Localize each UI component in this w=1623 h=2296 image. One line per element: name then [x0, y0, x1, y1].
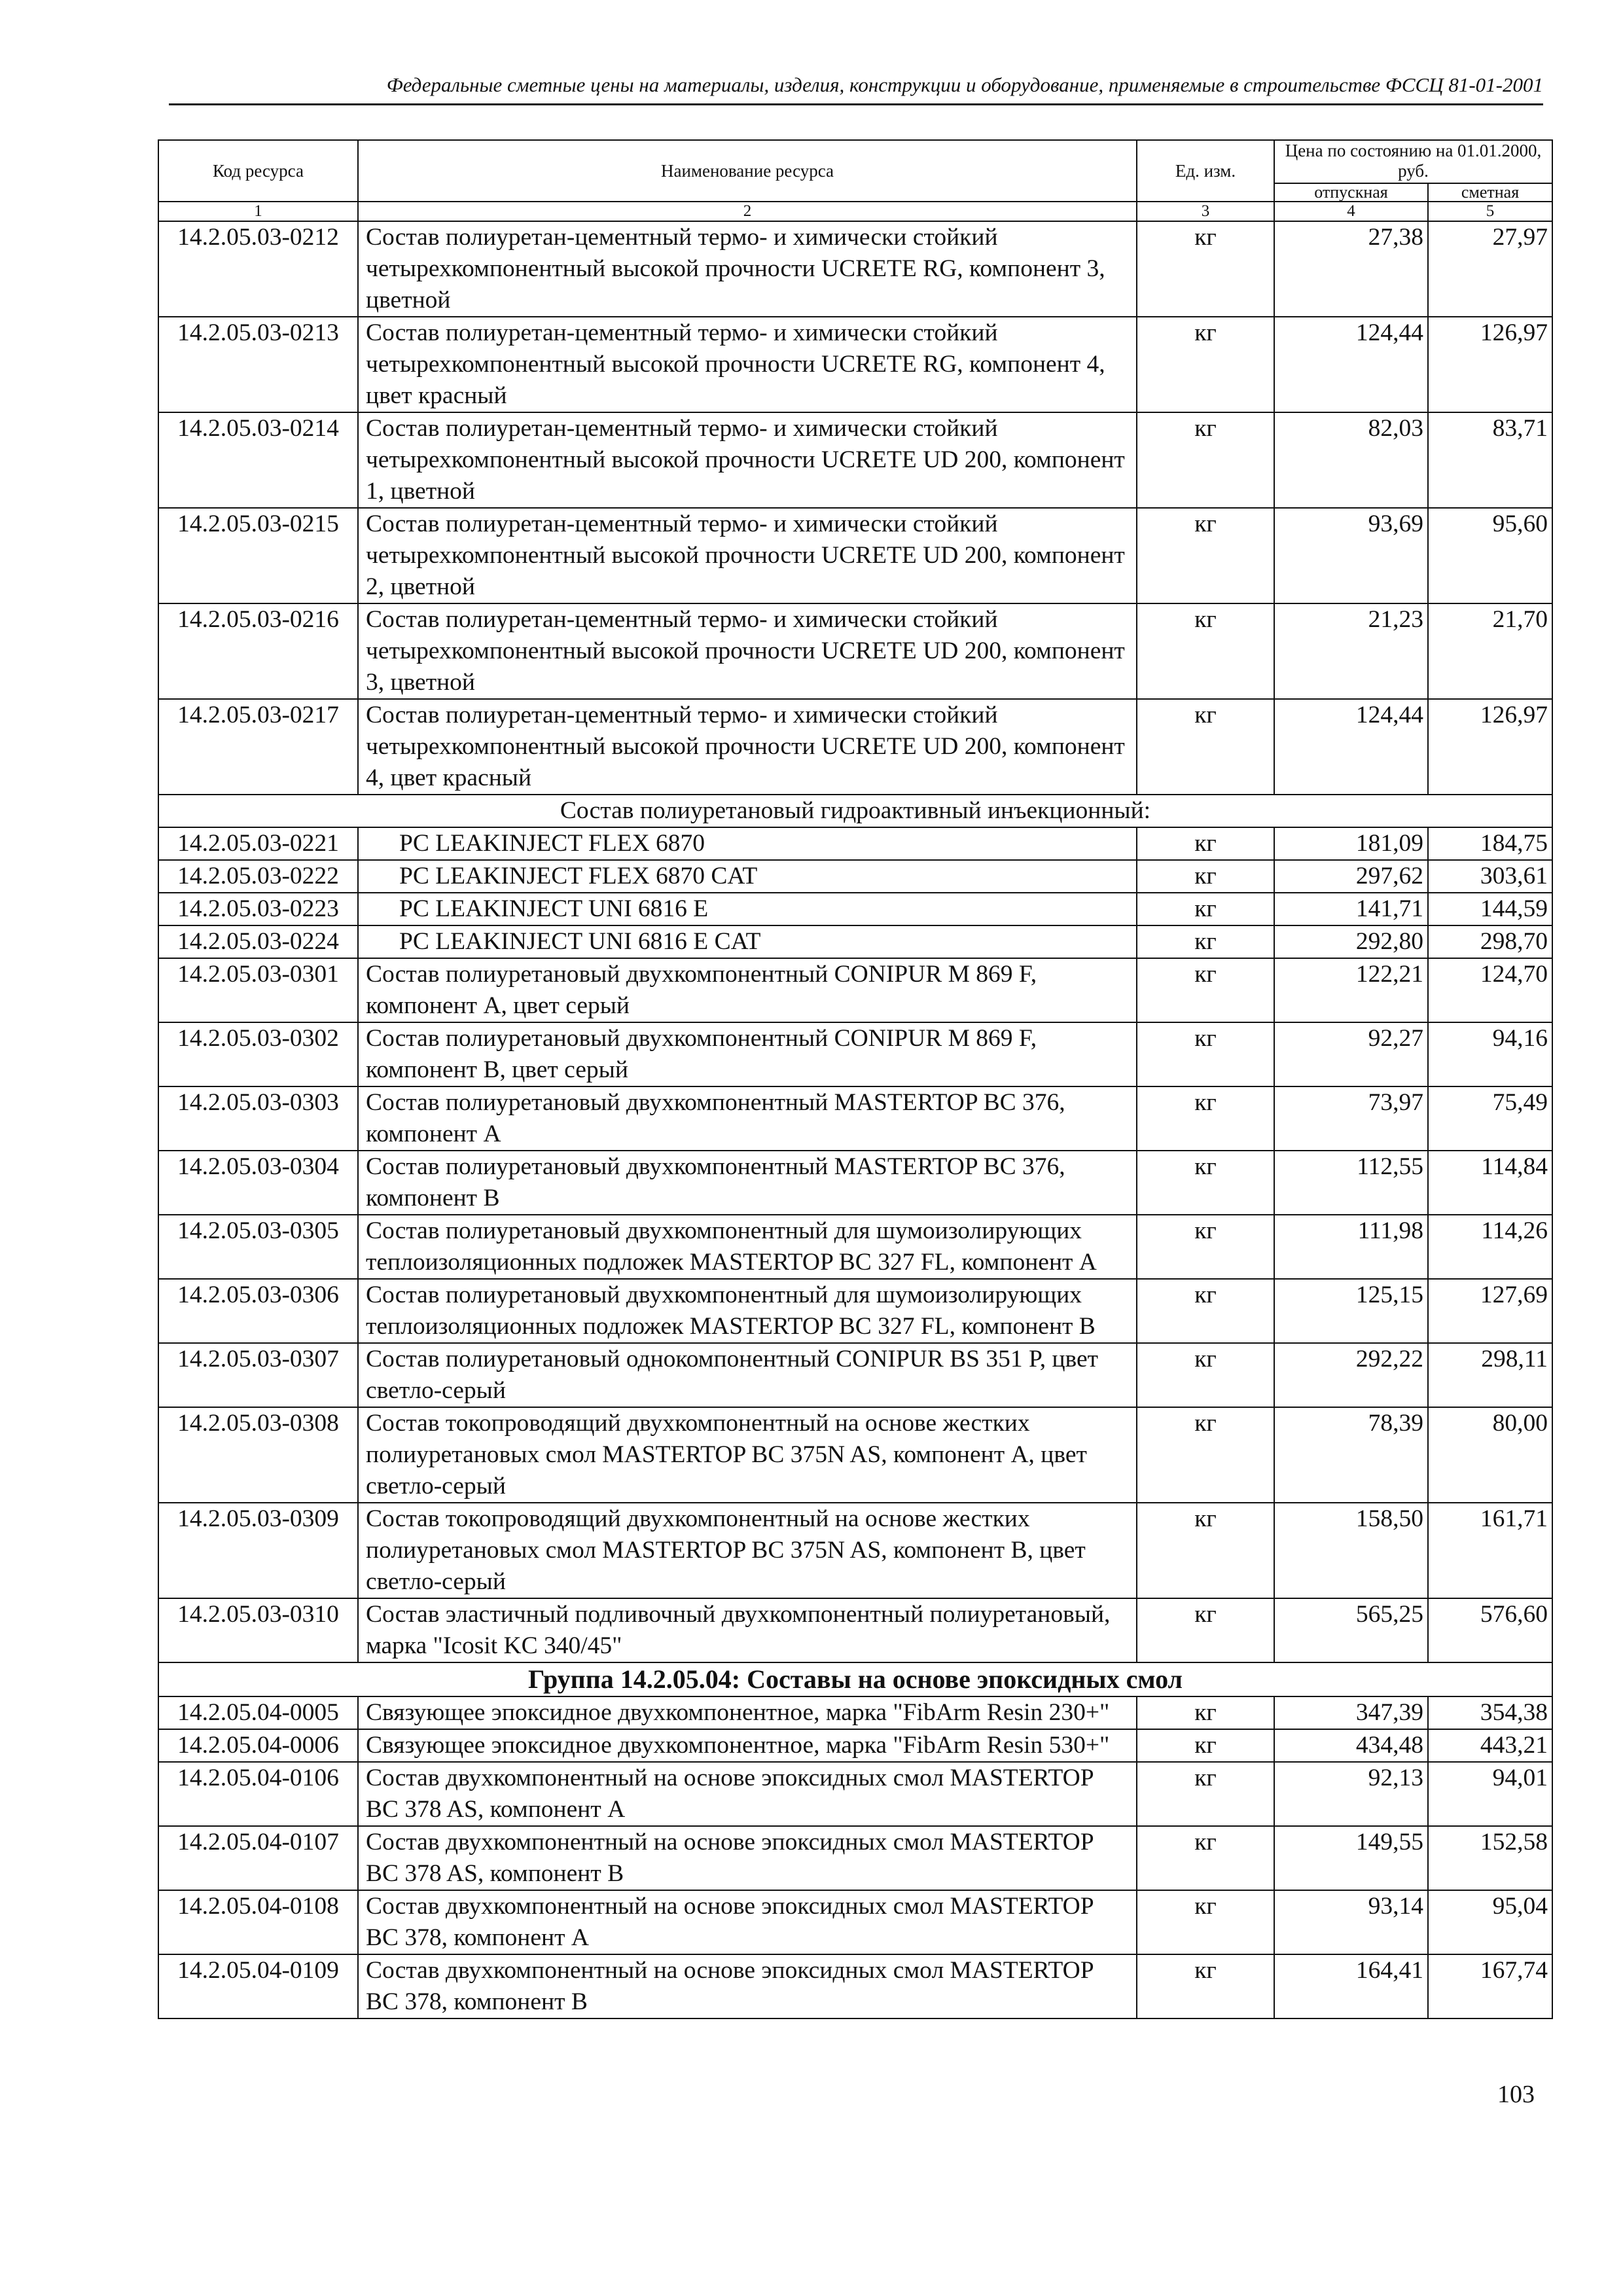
- resource-code: 14.2.05.03-0214: [158, 412, 358, 508]
- estimate-price: 124,70: [1428, 958, 1552, 1022]
- resource-code: 14.2.05.04-0106: [158, 1762, 358, 1826]
- unit-of-measure: кг: [1137, 699, 1274, 795]
- release-price: 73,97: [1274, 1086, 1428, 1151]
- table-row: [158, 221, 1552, 317]
- unit-of-measure: кг: [1137, 893, 1274, 925]
- estimate-price: 443,21: [1428, 1729, 1552, 1762]
- resource-name: Состав полиуретан-цементный термо- и химически стойкий четырехкомпонентный высокой прочности UCRETE RG, компонент 4, цвет красный: [358, 317, 1137, 412]
- resource-name: Состав токопроводящий двухкомпонентный на основе жестких полиуретановых смол MASTERTOP BC 375N AS, компонент А, цвет светло-серый: [358, 1407, 1137, 1503]
- release-price: 164,41: [1274, 1954, 1428, 2018]
- unit-of-measure: кг: [1137, 1762, 1274, 1826]
- resource-code: 14.2.05.04-0108: [158, 1890, 358, 1954]
- estimate-price: 95,60: [1428, 508, 1552, 603]
- release-price: 158,50: [1274, 1503, 1428, 1598]
- running-header: Федеральные сметные цены на материалы, изделия, конструкции и оборудование, применяемые в строительстве ФССЦ 81-01-2001: [386, 73, 1543, 96]
- release-price: 124,44: [1274, 699, 1428, 795]
- unit-of-measure: кг: [1137, 1598, 1274, 1662]
- estimate-price: 95,04: [1428, 1890, 1552, 1954]
- resource-code: 14.2.05.03-0212: [158, 221, 358, 317]
- table-row: [158, 603, 1552, 699]
- unit-of-measure: кг: [1137, 1022, 1274, 1086]
- table-row: [158, 1696, 1552, 1729]
- estimate-price: 126,97: [1428, 317, 1552, 412]
- estimate-price: 184,75: [1428, 827, 1552, 860]
- unit-of-measure: кг: [1137, 827, 1274, 860]
- estimate-price: 303,61: [1428, 860, 1552, 893]
- table-row: [158, 1279, 1552, 1343]
- resource-code: 14.2.05.03-0224: [158, 925, 358, 958]
- estimate-price: 94,01: [1428, 1762, 1552, 1826]
- table-row: [158, 925, 1552, 958]
- table-row: [158, 508, 1552, 603]
- header-unit: Ед. изм.: [1137, 140, 1274, 202]
- table-row: [158, 1407, 1552, 1503]
- release-price: 93,69: [1274, 508, 1428, 603]
- resource-name: Состав полиуретан-цементный термо- и химически стойкий четырехкомпонентный высокой прочности UCRETE UD 200, компонент 1, цветной: [358, 412, 1137, 508]
- table-row: [158, 1086, 1552, 1151]
- resource-code: 14.2.05.04-0005: [158, 1696, 358, 1729]
- resource-code: 14.2.05.03-0221: [158, 827, 358, 860]
- release-price: 92,13: [1274, 1762, 1428, 1826]
- table-row: [158, 860, 1552, 893]
- resource-name: Состав полиуретановый двухкомпонентный CONIPUR M 869 F, компонент А, цвет серый: [358, 958, 1137, 1022]
- resource-name: Состав полиуретан-цементный термо- и химически стойкий четырехкомпонентный высокой прочности UCRETE UD 200, компонент 2, цветной: [358, 508, 1137, 603]
- release-price: 122,21: [1274, 958, 1428, 1022]
- release-price: 297,62: [1274, 860, 1428, 893]
- estimate-price: 152,58: [1428, 1826, 1552, 1890]
- release-price: 93,14: [1274, 1890, 1428, 1954]
- resource-code: 14.2.05.03-0305: [158, 1215, 358, 1279]
- estimate-price: 114,84: [1428, 1151, 1552, 1215]
- table-row: [158, 1598, 1552, 1662]
- table-row: [158, 317, 1552, 412]
- release-price: 149,55: [1274, 1826, 1428, 1890]
- header-release: отпускная: [1274, 183, 1428, 202]
- table-row: [158, 1503, 1552, 1598]
- table-row: [158, 1826, 1552, 1890]
- table-row: [158, 1762, 1552, 1826]
- release-price: 112,55: [1274, 1151, 1428, 1215]
- resource-name: Состав двухкомпонентный на основе эпоксидных смол MASTERTOP BC 378, компонент В: [358, 1954, 1137, 2018]
- header-code: Код ресурса: [158, 140, 358, 202]
- unit-of-measure: кг: [1137, 1215, 1274, 1279]
- column-number: 4: [1274, 202, 1428, 221]
- resource-code: 14.2.05.03-0217: [158, 699, 358, 795]
- resource-code: 14.2.05.03-0301: [158, 958, 358, 1022]
- unit-of-measure: кг: [1137, 508, 1274, 603]
- unit-of-measure: кг: [1137, 1407, 1274, 1503]
- unit-of-measure: кг: [1137, 1729, 1274, 1762]
- resource-code: 14.2.05.03-0222: [158, 860, 358, 893]
- column-number: 1: [158, 202, 358, 221]
- unit-of-measure: кг: [1137, 1151, 1274, 1215]
- release-price: 92,27: [1274, 1022, 1428, 1086]
- resource-name: Состав двухкомпонентный на основе эпоксидных смол MASTERTOP BC 378 AS, компонент А: [358, 1762, 1137, 1826]
- unit-of-measure: кг: [1137, 1343, 1274, 1407]
- resource-code: 14.2.05.03-0304: [158, 1151, 358, 1215]
- release-price: 111,98: [1274, 1215, 1428, 1279]
- resource-name: Связующее эпоксидное двухкомпонентное, марка "FibArm Resin 530+": [358, 1729, 1137, 1762]
- resource-name: PC LEAKINJECT FLEX 6870: [358, 827, 1137, 860]
- unit-of-measure: кг: [1137, 1954, 1274, 2018]
- table-body: [158, 221, 1552, 2018]
- unit-of-measure: кг: [1137, 1086, 1274, 1151]
- resource-code: 14.2.05.04-0109: [158, 1954, 358, 2018]
- resource-code: 14.2.05.03-0213: [158, 317, 358, 412]
- estimate-price: 83,71: [1428, 412, 1552, 508]
- column-number: 5: [1428, 202, 1552, 221]
- resource-code: 14.2.05.03-0223: [158, 893, 358, 925]
- unit-of-measure: кг: [1137, 1826, 1274, 1890]
- resource-name: Состав полиуретан-цементный термо- и химически стойкий четырехкомпонентный высокой прочности UCRETE UD 200, компонент 4, цвет красный: [358, 699, 1137, 795]
- resource-name: PC LEAKINJECT FLEX 6870 CAT: [358, 860, 1137, 893]
- resource-name: Состав эластичный подливочный двухкомпонентный полиуретановый, марка "Icosit KC 340/45": [358, 1598, 1137, 1662]
- resource-name: Состав полиуретан-цементный термо- и химически стойкий четырехкомпонентный высокой прочности UCRETE RG, компонент 3, цветной: [358, 221, 1137, 317]
- header-price: Цена по состоянию на 01.01.2000, руб.: [1274, 140, 1552, 183]
- table-row: [158, 412, 1552, 508]
- header-name: Наименование ресурса: [358, 140, 1137, 202]
- release-price: 141,71: [1274, 893, 1428, 925]
- resource-code: 14.2.05.03-0306: [158, 1279, 358, 1343]
- estimate-price: 298,11: [1428, 1343, 1552, 1407]
- resource-code: 14.2.05.03-0310: [158, 1598, 358, 1662]
- resource-code: 14.2.05.04-0006: [158, 1729, 358, 1762]
- resource-code: 14.2.05.03-0308: [158, 1407, 358, 1503]
- resource-name: Состав полиуретановый двухкомпонентный для шумоизолирующих теплоизоляционных подложек MASTERTOP BC 327 FL, компонент В: [358, 1279, 1137, 1343]
- price-table: [158, 139, 1553, 2019]
- column-number: 2: [358, 202, 1137, 221]
- resource-name: Состав токопроводящий двухкомпонентный на основе жестких полиуретановых смол MASTERTOP BC 375N AS, компонент В, цвет светло-серый: [358, 1503, 1137, 1598]
- release-price: 181,09: [1274, 827, 1428, 860]
- subgroup-heading: Состав полиуретановый гидроактивный инъекционный:: [158, 795, 1552, 827]
- release-price: 292,22: [1274, 1343, 1428, 1407]
- table-row: [158, 1890, 1552, 1954]
- table-row: [158, 699, 1552, 795]
- estimate-price: 161,71: [1428, 1503, 1552, 1598]
- estimate-price: 75,49: [1428, 1086, 1552, 1151]
- estimate-price: 576,60: [1428, 1598, 1552, 1662]
- resource-name: PC LEAKINJECT UNI 6816 E: [358, 893, 1137, 925]
- resource-name: PC LEAKINJECT UNI 6816 E CAT: [358, 925, 1137, 958]
- unit-of-measure: кг: [1137, 925, 1274, 958]
- estimate-price: 80,00: [1428, 1407, 1552, 1503]
- estimate-price: 167,74: [1428, 1954, 1552, 2018]
- release-price: 21,23: [1274, 603, 1428, 699]
- release-price: 125,15: [1274, 1279, 1428, 1343]
- estimate-price: 144,59: [1428, 893, 1552, 925]
- estimate-price: 298,70: [1428, 925, 1552, 958]
- unit-of-measure: кг: [1137, 603, 1274, 699]
- unit-of-measure: кг: [1137, 860, 1274, 893]
- release-price: 292,80: [1274, 925, 1428, 958]
- table-row: [158, 1151, 1552, 1215]
- unit-of-measure: кг: [1137, 1696, 1274, 1729]
- release-price: 82,03: [1274, 412, 1428, 508]
- resource-code: 14.2.05.03-0303: [158, 1086, 358, 1151]
- subgroup-heading-row: [158, 795, 1552, 827]
- estimate-price: 94,16: [1428, 1022, 1552, 1086]
- table-row: [158, 1215, 1552, 1279]
- estimate-price: 27,97: [1428, 221, 1552, 317]
- estimate-price: 21,70: [1428, 603, 1552, 699]
- resource-code: 14.2.05.04-0107: [158, 1826, 358, 1890]
- resource-name: Состав двухкомпонентный на основе эпоксидных смол MASTERTOP BC 378, компонент А: [358, 1890, 1137, 1954]
- header-estimate: сметная: [1428, 183, 1552, 202]
- resource-name: Состав полиуретановый однокомпонентный CONIPUR BS 351 P, цвет светло-серый: [358, 1343, 1137, 1407]
- column-number-row: [158, 202, 1552, 221]
- estimate-price: 126,97: [1428, 699, 1552, 795]
- table-row: [158, 1343, 1552, 1407]
- resource-code: 14.2.05.03-0309: [158, 1503, 358, 1598]
- column-number: 3: [1137, 202, 1274, 221]
- resource-name: Состав полиуретановый двухкомпонентный для шумоизолирующих теплоизоляционных подложек MASTERTOP BC 327 FL, компонент А: [358, 1215, 1137, 1279]
- table-row: [158, 1022, 1552, 1086]
- resource-name: Состав двухкомпонентный на основе эпоксидных смол MASTERTOP BC 378 AS, компонент В: [358, 1826, 1137, 1890]
- release-price: 78,39: [1274, 1407, 1428, 1503]
- resource-code: 14.2.05.03-0302: [158, 1022, 358, 1086]
- unit-of-measure: кг: [1137, 1279, 1274, 1343]
- resource-code: 14.2.05.03-0307: [158, 1343, 358, 1407]
- estimate-price: 114,26: [1428, 1215, 1552, 1279]
- resource-code: 14.2.05.03-0215: [158, 508, 358, 603]
- table-row: [158, 827, 1552, 860]
- release-price: 347,39: [1274, 1696, 1428, 1729]
- header-rule: [169, 103, 1543, 105]
- resource-name: Состав полиуретан-цементный термо- и химически стойкий четырехкомпонентный высокой прочности UCRETE UD 200, компонент 3, цветной: [358, 603, 1137, 699]
- resource-name: Связующее эпоксидное двухкомпонентное, марка "FibArm Resin 230+": [358, 1696, 1137, 1729]
- unit-of-measure: кг: [1137, 317, 1274, 412]
- release-price: 434,48: [1274, 1729, 1428, 1762]
- unit-of-measure: кг: [1137, 412, 1274, 508]
- table-row: [158, 958, 1552, 1022]
- unit-of-measure: кг: [1137, 221, 1274, 317]
- group-heading-row: [158, 1662, 1552, 1696]
- resource-name: Состав полиуретановый двухкомпонентный MASTERTOP BC 376, компонент А: [358, 1086, 1137, 1151]
- group-heading: Группа 14.2.05.04: Составы на основе эпоксидных смол: [158, 1662, 1552, 1696]
- release-price: 124,44: [1274, 317, 1428, 412]
- release-price: 565,25: [1274, 1598, 1428, 1662]
- resource-name: Состав полиуретановый двухкомпонентный CONIPUR M 869 F, компонент В, цвет серый: [358, 1022, 1137, 1086]
- resource-code: 14.2.05.03-0216: [158, 603, 358, 699]
- table-row: [158, 893, 1552, 925]
- release-price: 27,38: [1274, 221, 1428, 317]
- table-row: [158, 1954, 1552, 2018]
- unit-of-measure: кг: [1137, 1890, 1274, 1954]
- unit-of-measure: кг: [1137, 958, 1274, 1022]
- estimate-price: 127,69: [1428, 1279, 1552, 1343]
- page-number: 103: [1497, 2081, 1535, 2108]
- estimate-price: 354,38: [1428, 1696, 1552, 1729]
- unit-of-measure: кг: [1137, 1503, 1274, 1598]
- table-header: [158, 140, 1552, 221]
- table-row: [158, 1729, 1552, 1762]
- resource-name: Состав полиуретановый двухкомпонентный MASTERTOP BC 376, компонент В: [358, 1151, 1137, 1215]
